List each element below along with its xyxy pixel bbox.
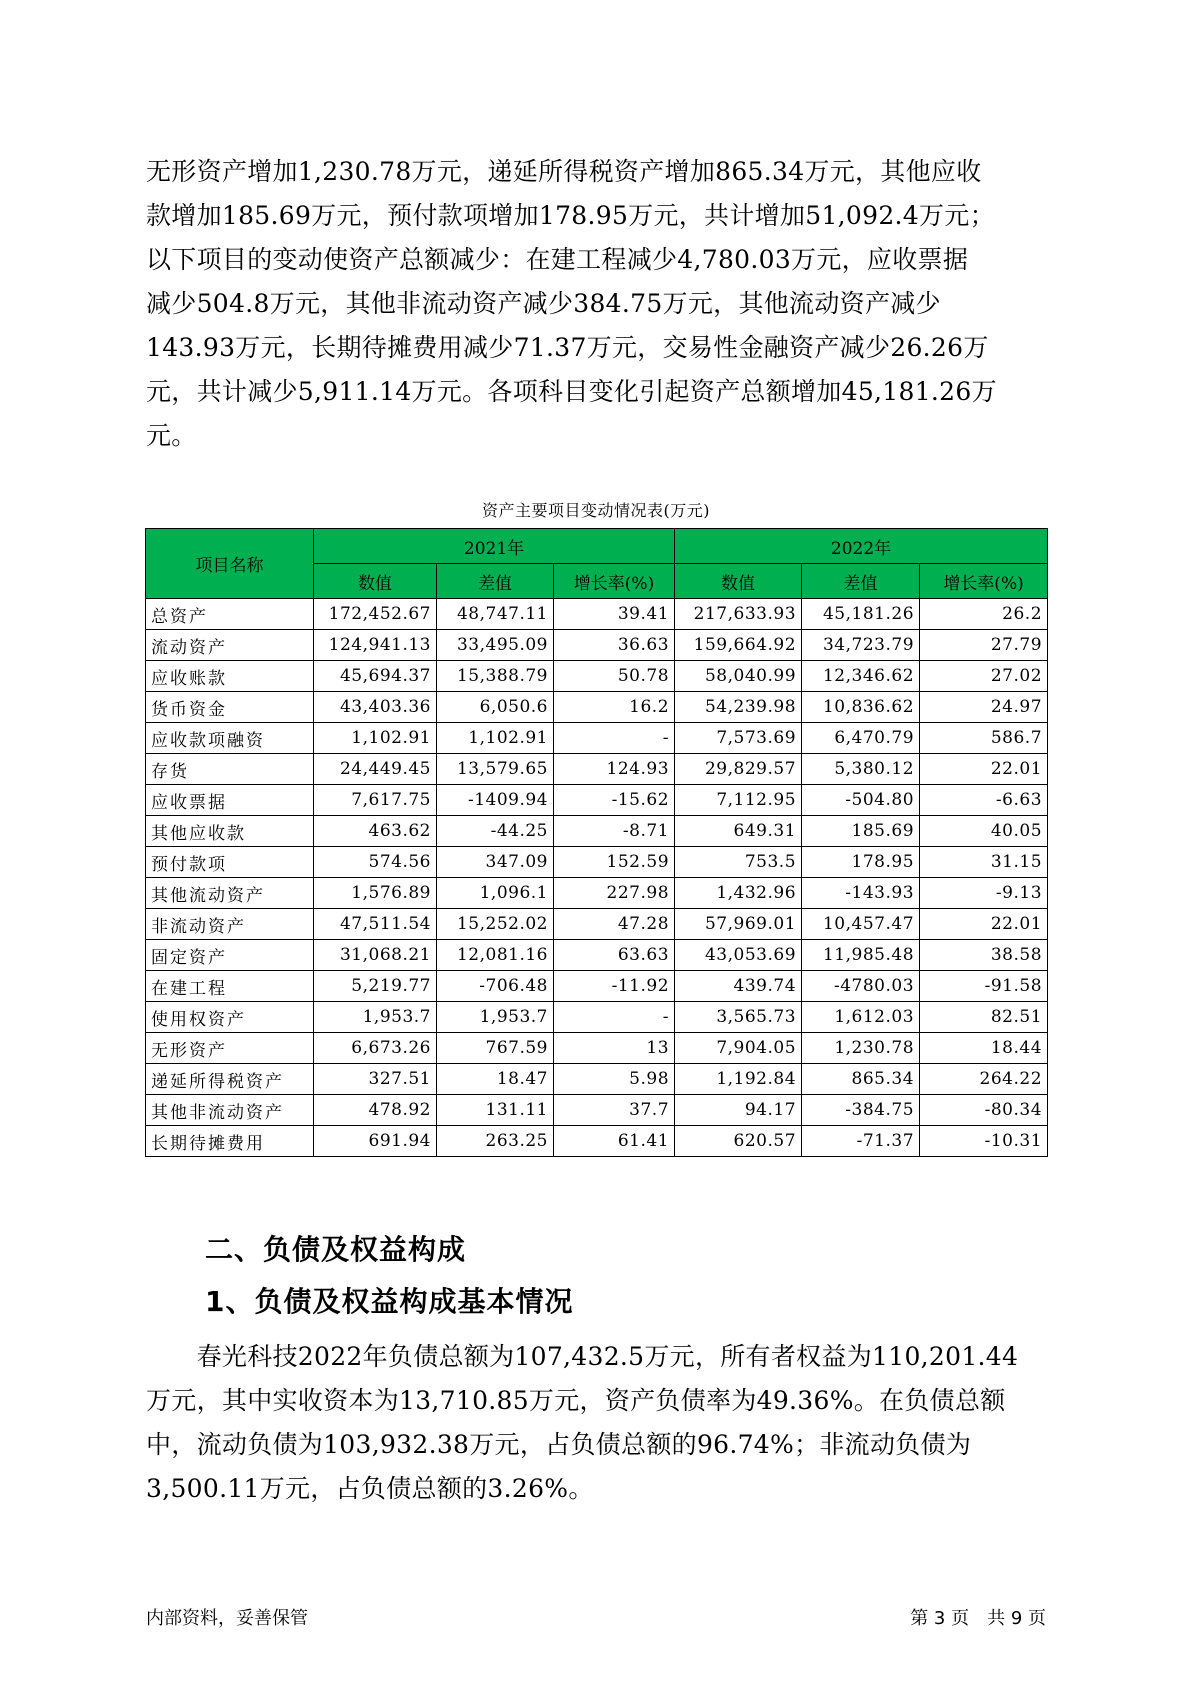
table-cell: 94.17	[675, 1095, 802, 1126]
table-cell: 124,941.13	[314, 630, 437, 661]
table-cell: 47.28	[554, 909, 675, 940]
table-cell: -	[554, 723, 675, 754]
row-item-name: 递延所得税资产	[146, 1064, 314, 1095]
table-cell: 29,829.57	[675, 754, 802, 785]
row-item-name: 固定资产	[146, 940, 314, 971]
table-row	[146, 754, 1048, 785]
table-cell: 6,470.79	[802, 723, 920, 754]
table-cell: 82.51	[920, 1002, 1048, 1033]
table-cell: 26.2	[920, 599, 1048, 630]
paragraph-line: 元。	[146, 421, 197, 450]
row-item-name: 货币资金	[146, 692, 314, 723]
table-row	[146, 940, 1048, 971]
table-cell: 753.5	[675, 847, 802, 878]
table-cell: 18.47	[437, 1064, 554, 1095]
table-cell: 1,576.89	[314, 878, 437, 909]
row-item-name: 长期待摊费用	[146, 1126, 314, 1157]
row-item-name: 使用权资产	[146, 1002, 314, 1033]
table-cell: 7,617.75	[314, 785, 437, 816]
table-row	[146, 785, 1048, 816]
table-cell: 1,953.7	[437, 1002, 554, 1033]
table-cell: 439.74	[675, 971, 802, 1002]
table-cell: 159,664.92	[675, 630, 802, 661]
table-row	[146, 692, 1048, 723]
header-growth-2022: 增长率(%)	[920, 564, 1048, 599]
table-row	[146, 1126, 1048, 1157]
table-cell: 45,181.26	[802, 599, 920, 630]
row-item-name: 应收款项融资	[146, 723, 314, 754]
table-cell: -11.92	[554, 971, 675, 1002]
paragraph-line: 春光科技2022年负债总额为107,432.5万元，所有者权益为110,201.44	[146, 1342, 1019, 1371]
section-heading: 二、负债及权益构成	[205, 1233, 467, 1266]
table-cell: -706.48	[437, 971, 554, 1002]
table-cell: -15.62	[554, 785, 675, 816]
header-year-2021: 2021年	[314, 529, 675, 564]
row-item-name: 存货	[146, 754, 314, 785]
table-cell: 185.69	[802, 816, 920, 847]
table-row	[146, 599, 1048, 630]
table-cell: 31.15	[920, 847, 1048, 878]
footer-page-number: 第 3 页 共 9 页	[910, 1608, 1046, 1629]
table-cell: 63.63	[554, 940, 675, 971]
table-cell: 18.44	[920, 1033, 1048, 1064]
paragraph-line: 无形资产增加1,230.78万元，递延所得税资产增加865.34万元，其他应收	[146, 157, 982, 186]
paragraph-line: 143.93万元，长期待摊费用减少71.37万元，交易性金融资产减少26.26万	[146, 333, 989, 362]
table-cell: 1,230.78	[802, 1033, 920, 1064]
table-cell: 27.02	[920, 661, 1048, 692]
table-row	[146, 909, 1048, 940]
table-cell: 7,112.95	[675, 785, 802, 816]
table-cell: 463.62	[314, 816, 437, 847]
table-cell: 767.59	[437, 1033, 554, 1064]
table-cell: 1,096.1	[437, 878, 554, 909]
table-cell: -80.34	[920, 1095, 1048, 1126]
table-cell: 478.92	[314, 1095, 437, 1126]
table-row	[146, 1095, 1048, 1126]
table-cell: -91.58	[920, 971, 1048, 1002]
header-growth-2021: 增长率(%)	[554, 564, 675, 599]
table-cell: 40.05	[920, 816, 1048, 847]
table-cell: 58,040.99	[675, 661, 802, 692]
table-cell: 12,081.16	[437, 940, 554, 971]
table-cell: 217,633.93	[675, 599, 802, 630]
table-cell: -6.63	[920, 785, 1048, 816]
table-cell: 22.01	[920, 754, 1048, 785]
row-item-name: 其他应收款	[146, 816, 314, 847]
table-cell: -71.37	[802, 1126, 920, 1157]
row-item-name: 其他流动资产	[146, 878, 314, 909]
table-cell: 691.94	[314, 1126, 437, 1157]
table-cell: 45,694.37	[314, 661, 437, 692]
table-cell: 131.11	[437, 1095, 554, 1126]
row-item-name: 其他非流动资产	[146, 1095, 314, 1126]
table-cell: 31,068.21	[314, 940, 437, 971]
table-cell: 61.41	[554, 1126, 675, 1157]
table-cell: 37.7	[554, 1095, 675, 1126]
table-cell: 54,239.98	[675, 692, 802, 723]
row-item-name: 应收票据	[146, 785, 314, 816]
table-cell: -384.75	[802, 1095, 920, 1126]
table-caption: 资产主要项目变动情况表(万元)	[482, 501, 710, 520]
table-cell: -9.13	[920, 878, 1048, 909]
table-cell: 11,985.48	[802, 940, 920, 971]
table-cell: 15,388.79	[437, 661, 554, 692]
paragraph-line: 款增加185.69万元，预付款项增加178.95万元，共计增加51,092.4万元；	[146, 201, 995, 230]
table-cell: -504.80	[802, 785, 920, 816]
table-cell: 586.7	[920, 723, 1048, 754]
header-value-2022: 数值	[675, 564, 802, 599]
table-cell: 6,050.6	[437, 692, 554, 723]
table-cell: 50.78	[554, 661, 675, 692]
paragraph-line: 元，共计减少5,911.14万元。各项科目变化引起资产总额增加45,181.26万	[146, 377, 997, 406]
row-item-name: 在建工程	[146, 971, 314, 1002]
table-cell: 1,102.91	[314, 723, 437, 754]
table-cell: 172,452.67	[314, 599, 437, 630]
table-cell: 1,192.84	[675, 1064, 802, 1095]
table-cell: 13,579.65	[437, 754, 554, 785]
table-cell: 24,449.45	[314, 754, 437, 785]
table-cell: 22.01	[920, 909, 1048, 940]
table-cell: 347.09	[437, 847, 554, 878]
header-year-2022: 2022年	[675, 529, 1048, 564]
table-cell: 1,102.91	[437, 723, 554, 754]
table-header-row-years	[146, 529, 1048, 564]
table-cell: 48,747.11	[437, 599, 554, 630]
table-cell: -44.25	[437, 816, 554, 847]
table-cell: 620.57	[675, 1126, 802, 1157]
table-cell: 7,573.69	[675, 723, 802, 754]
table-cell: 36.63	[554, 630, 675, 661]
table-cell: -143.93	[802, 878, 920, 909]
intro-paragraph	[146, 150, 1046, 458]
row-item-name: 总资产	[146, 599, 314, 630]
table-row	[146, 723, 1048, 754]
table-cell: 1,953.7	[314, 1002, 437, 1033]
header-diff-2021: 差值	[437, 564, 554, 599]
table-cell: 5,219.77	[314, 971, 437, 1002]
row-item-name: 流动资产	[146, 630, 314, 661]
table-cell: 13	[554, 1033, 675, 1064]
table-cell: 16.2	[554, 692, 675, 723]
table-cell: 649.31	[675, 816, 802, 847]
table-cell: -8.71	[554, 816, 675, 847]
table-cell: -1409.94	[437, 785, 554, 816]
table-cell: 327.51	[314, 1064, 437, 1095]
table-cell: 39.41	[554, 599, 675, 630]
table-cell: 43,403.36	[314, 692, 437, 723]
table-cell: 6,673.26	[314, 1033, 437, 1064]
table-cell: 5.98	[554, 1064, 675, 1095]
table-cell: 124.93	[554, 754, 675, 785]
subsection-heading: 1、负债及权益构成基本情况	[205, 1285, 574, 1318]
liabilities-paragraph	[146, 1335, 1046, 1511]
header-diff-2022: 差值	[802, 564, 920, 599]
table-cell: 865.34	[802, 1064, 920, 1095]
header-item-name: 项目名称	[146, 529, 314, 599]
table-row	[146, 1064, 1048, 1095]
paragraph-line: 减少504.8万元，其他非流动资产减少384.75万元，其他流动资产减少	[146, 289, 941, 318]
table-cell: 152.59	[554, 847, 675, 878]
table-cell: 57,969.01	[675, 909, 802, 940]
table-cell: -	[554, 1002, 675, 1033]
table-row	[146, 878, 1048, 909]
table-cell: 227.98	[554, 878, 675, 909]
table-cell: 38.58	[920, 940, 1048, 971]
table-cell: 10,457.47	[802, 909, 920, 940]
header-value-2021: 数值	[314, 564, 437, 599]
paragraph-line: 3,500.11万元，占负债总额的3.26%。	[146, 1474, 594, 1503]
table-row	[146, 816, 1048, 847]
table-cell: 24.97	[920, 692, 1048, 723]
table-cell: 47,511.54	[314, 909, 437, 940]
table-cell: -10.31	[920, 1126, 1048, 1157]
table-row	[146, 630, 1048, 661]
row-item-name: 非流动资产	[146, 909, 314, 940]
table-cell: -4780.03	[802, 971, 920, 1002]
paragraph-line: 万元，其中实收资本为13,710.85万元，资产负债率为49.36%。在负债总额	[146, 1386, 1006, 1415]
table-body	[146, 599, 1048, 1157]
table-cell: 10,836.62	[802, 692, 920, 723]
row-item-name: 预付款项	[146, 847, 314, 878]
table-row	[146, 1033, 1048, 1064]
table-cell: 3,565.73	[675, 1002, 802, 1033]
row-item-name: 无形资产	[146, 1033, 314, 1064]
table-cell: 34,723.79	[802, 630, 920, 661]
asset-change-table	[145, 528, 1048, 1157]
row-item-name: 应收账款	[146, 661, 314, 692]
table-cell: 33,495.09	[437, 630, 554, 661]
table-cell: 264.22	[920, 1064, 1048, 1095]
table-cell: 1,612.03	[802, 1002, 920, 1033]
table-row	[146, 971, 1048, 1002]
paragraph-line: 中，流动负债为103,932.38万元，占负债总额的96.74%；非流动负债为	[146, 1430, 972, 1459]
table-cell: 178.95	[802, 847, 920, 878]
table-cell: 7,904.05	[675, 1033, 802, 1064]
table-row	[146, 1002, 1048, 1033]
paragraph-line: 以下项目的变动使资产总额减少：在建工程减少4,780.03万元，应收票据	[146, 245, 969, 274]
table-cell: 5,380.12	[802, 754, 920, 785]
table-row	[146, 661, 1048, 692]
table-row	[146, 847, 1048, 878]
table-cell: 12,346.62	[802, 661, 920, 692]
table-cell: 263.25	[437, 1126, 554, 1157]
table-cell: 15,252.02	[437, 909, 554, 940]
table-cell: 1,432.96	[675, 878, 802, 909]
table-cell: 43,053.69	[675, 940, 802, 971]
table-cell: 27.79	[920, 630, 1048, 661]
table-cell: 574.56	[314, 847, 437, 878]
footer-confidential-note: 内部资料，妥善保管	[146, 1608, 308, 1629]
